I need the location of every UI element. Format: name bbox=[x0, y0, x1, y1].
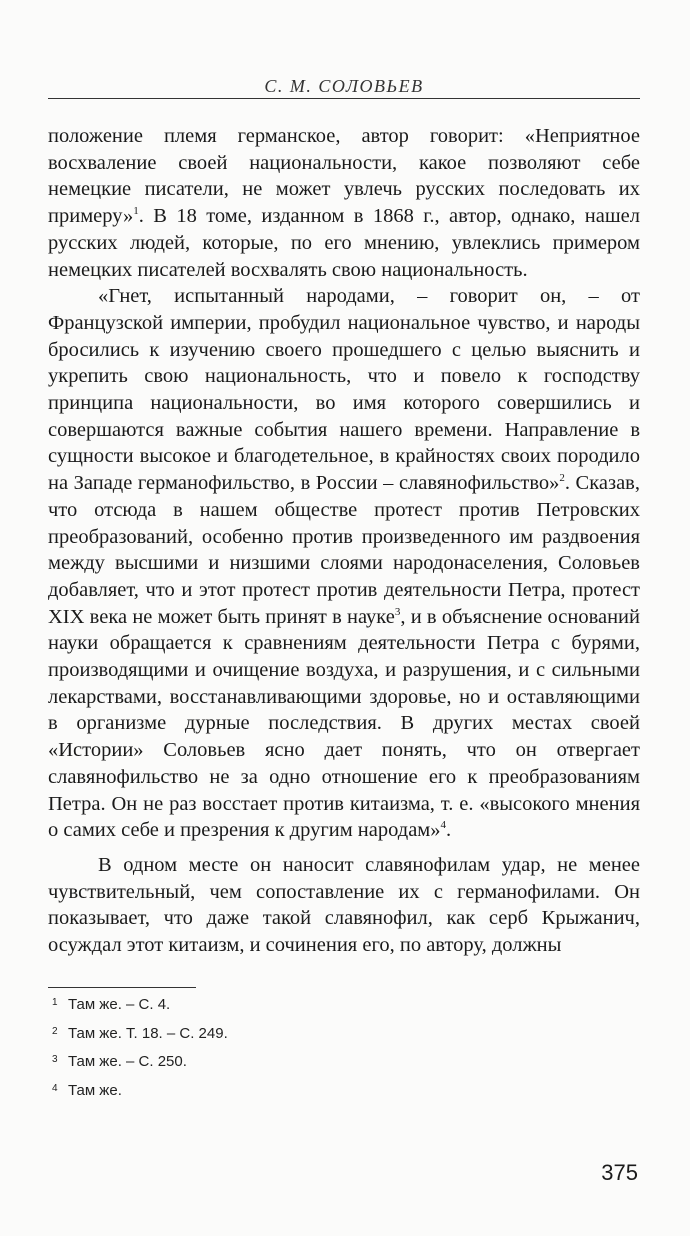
paragraph-3 bbox=[48, 852, 640, 959]
footnote-number: 3 bbox=[52, 1054, 58, 1065]
footnote bbox=[52, 1082, 612, 1111]
text-run: . Сказав, что отсюда в нашем обществе протест против Петровских преобразований, особенно против произведенного им раздвоения между высшими и низшими слоями народонаселения, Соловьев добавляет, что и этот протест против деятельности Петра, протест XIX века не может быть принят в науке bbox=[48, 472, 640, 628]
footnote-ref: 2 bbox=[559, 472, 565, 485]
footnote-text: Там же. – С. 250. bbox=[68, 1053, 187, 1070]
paragraph-2 bbox=[48, 283, 640, 844]
footnote bbox=[52, 996, 612, 1025]
footnote bbox=[52, 1025, 612, 1054]
header-rule bbox=[48, 98, 640, 99]
footnote-ref: 3 bbox=[394, 605, 401, 618]
text-run: . bbox=[446, 819, 452, 842]
text-run: . В 18 томе, изданном в 1868 г., автор, однако, нашел русских людей, которые, по его мнению, увлеклись примером немецких писателей восхвалять свою национальность. bbox=[48, 205, 640, 281]
footnote-text: Там же. – С. 4. bbox=[68, 996, 171, 1013]
main-text bbox=[48, 123, 640, 959]
footnote bbox=[52, 1053, 612, 1082]
running-header: С. М. СОЛОВЬЕВ bbox=[264, 76, 424, 96]
footnote-rule bbox=[48, 987, 196, 988]
footnote-text: Там же. Т. 18. – С. 249. bbox=[68, 1024, 228, 1042]
footnotes bbox=[52, 996, 612, 1110]
footnote-ref: 1 bbox=[133, 205, 139, 218]
text-run: «Гнет, испытанный народами, – говорит он, – от Французской империи, пробудил национальное чувство, и народы бросились к изучению своего прошедшего с целью выяснить и укрепить свою национальность, что и повело к господству принципа национальности, во имя которого совершились и совершаются важные события нашего времени. Направление в сущности высокое и благодетельное, в крайностях своих породило на Западе германофильство, в России – славянофильство» bbox=[48, 285, 640, 495]
text-run: , и в объяснение оснований науки обращается к сравнениям деятельности Петра с бурями, производящими и очищение воздуха, и разрушения, и с сильными лекарствами, восстанавливающими здоровье, но и оставляющими в организме дурные последствия. В других местах своей «Истории» Соловьев ясно дает понять, что он отвергает славянофильство не за одно отношение его к преобразованиям Петра. Он не раз восстает против китаизма, т. е. «высокого мнения о самих себе и презрения к другим народам» bbox=[48, 605, 640, 842]
footnote-text: Там же. bbox=[68, 1081, 122, 1099]
text-run: В одном месте он наносит славянофилам удар, не менее чувствительный, чем сопоставление их с германофилами. Он показывает, что даже такой славянофил, как серб Крыжанич, осуждал этот китаизм, и сочинения его, по автору, должны bbox=[48, 853, 640, 957]
footnote-number: 2 bbox=[52, 1025, 58, 1037]
paragraph-1 bbox=[48, 123, 640, 283]
footnote-number: 4 bbox=[52, 1082, 58, 1094]
footnote-number: 1 bbox=[52, 997, 58, 1008]
footnote-ref: 4 bbox=[440, 819, 447, 832]
page-number: 375 bbox=[601, 1160, 638, 1185]
text-run: положение племя германское, автор говорит: «Неприятное восхваление своей национальности, какое позволяют себе немецкие писатели, не может увлечь русских последовать их примеру» bbox=[48, 125, 640, 228]
